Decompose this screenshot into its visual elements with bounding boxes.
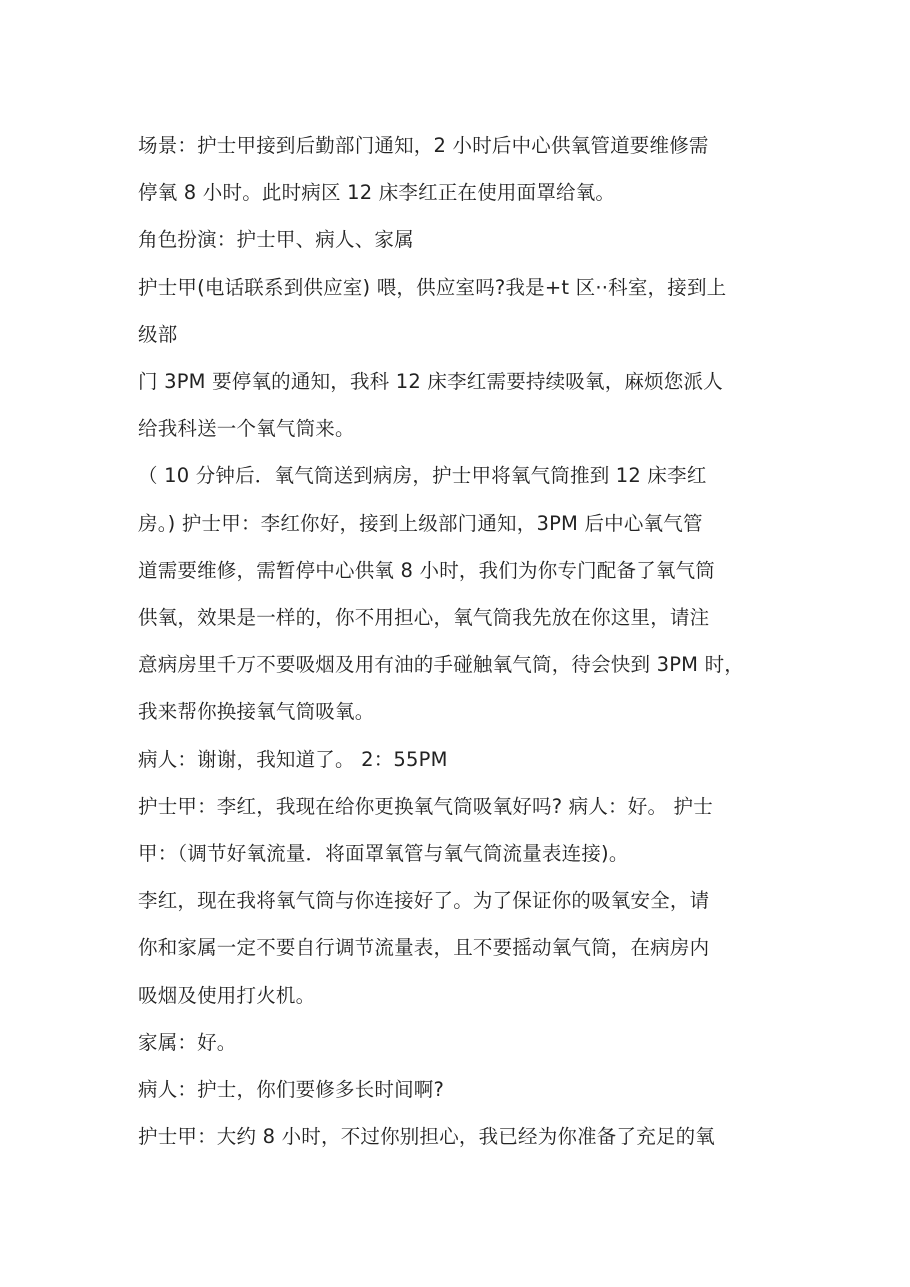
text-line: 甲：（调节好氧流量．将面罩氧管与氧气筒流量表连接)。	[138, 842, 629, 866]
text-line: 你和家属一定不要自行调节流量表，且不要摇动氧气筒，在病房内	[138, 936, 710, 960]
text-line: 护士甲：大约 8 小时，不过你别担心，我已经为你准备了充足的氧	[138, 1125, 716, 1149]
text-line: 级部	[138, 322, 178, 346]
text-line: 吸烟及使用打火机。	[138, 983, 316, 1007]
text-line: 停氧 8 小时。此时病区 12 床李红正在使用面罩给氧。	[138, 181, 616, 205]
text-line: 家属：好。	[138, 1030, 237, 1054]
text-line: 李红，现在我将氧气筒与你连接好了。为了保证你的吸氧安全，请	[138, 889, 710, 913]
text-line: 道需要维修，需暂停中心供氧 8 小时，我们为你专门配备了氧气筒	[138, 558, 716, 582]
text-line: 病人：护士，你们要修多长时间啊?	[138, 1078, 445, 1102]
text-line: 给我科送一个氧气筒来。	[138, 417, 355, 441]
text-line: 场景：护士甲接到后勤部门通知，2 小时后中心供氧管道要维修需	[138, 134, 709, 157]
text-line: 房。) 护士甲：李红你好，接到上级部门通知，3PM 后中心氧气管	[138, 511, 703, 535]
text-line: 角色扮演：护士甲、病人、家属	[138, 228, 414, 252]
text-line: （ 10 分钟后．氧气筒送到病房，护士甲将氧气筒推到 12 床李红	[138, 464, 707, 488]
text-line: 病人：谢谢，我知道了。 2：55PM	[138, 747, 448, 771]
text-line: 护士甲：李红，我现在给你更换氧气筒吸氧好吗? 病人：好。 护士	[138, 794, 713, 818]
document-body	[138, 122, 788, 1160]
text-line: 护士甲(电话联系到供应室) 喂，供应室吗?我是+t 区··科室，接到上	[138, 275, 727, 299]
text-line: 意病房里千万不要吸烟及用有油的手碰触氧气筒，待会快到 3PM 时，	[138, 653, 744, 677]
text-line: 门 3PM 要停氧的通知，我科 12 床李红需要持续吸氧，麻烦您派人	[138, 370, 723, 394]
text-line: 我来帮你换接氧气筒吸氧。	[138, 700, 375, 724]
text-line: 供氧，效果是一样的，你不用担心，氧气筒我先放在你这里，请注	[138, 606, 710, 630]
